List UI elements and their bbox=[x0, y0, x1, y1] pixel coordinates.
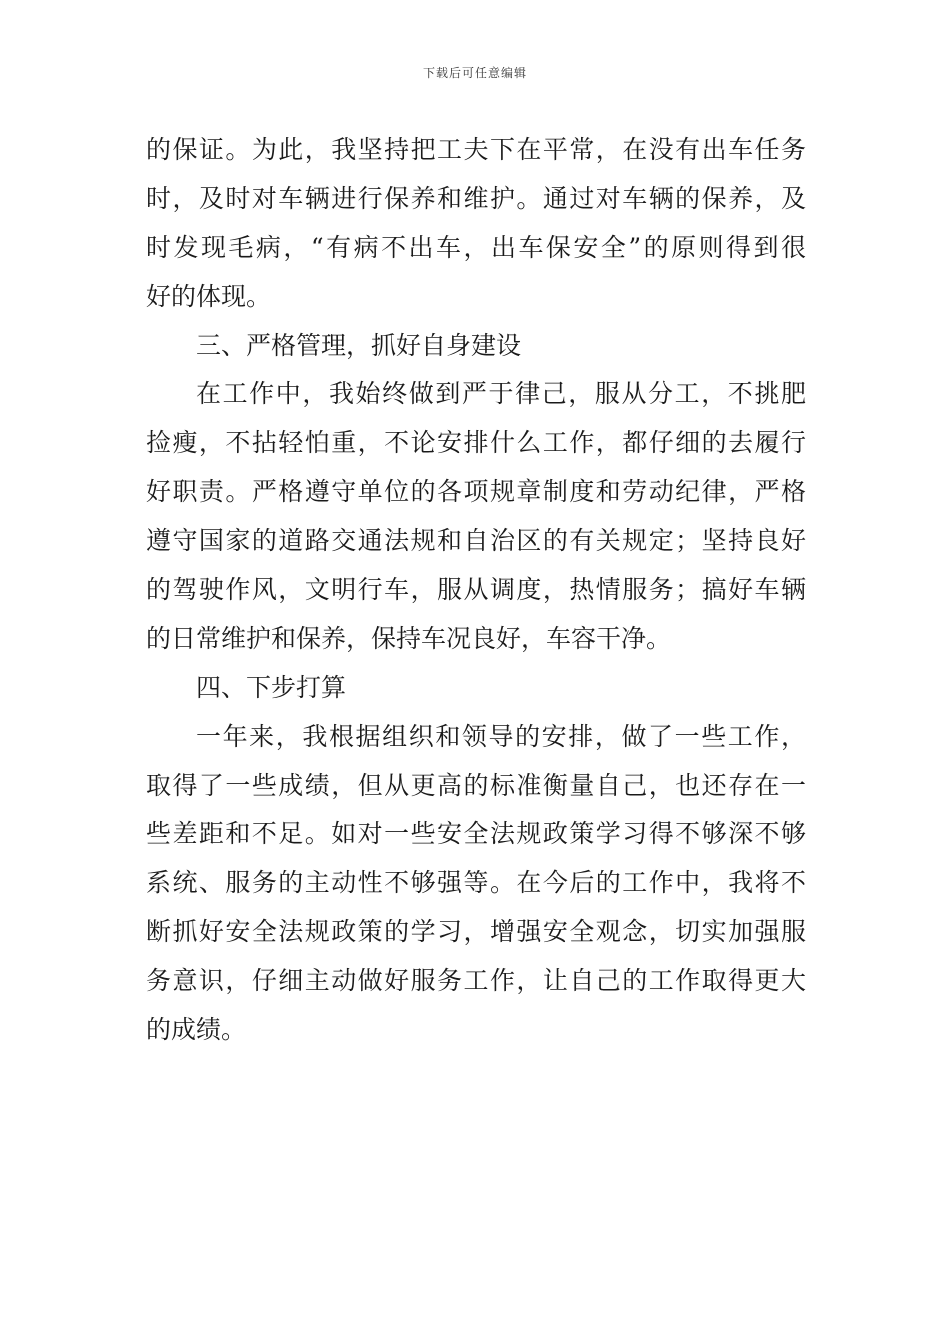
text-line: 的成绩。 bbox=[146, 1015, 247, 1045]
text-line: 遵守国家的道路交通法规和自治区的有关规定；坚持良好 bbox=[146, 526, 806, 556]
text-line: 捡瘦，不拈轻怕重，不论安排什么工作，都仔细的去履行 bbox=[146, 428, 806, 458]
document-body bbox=[146, 126, 806, 1055]
text-line: 系统、服务的主动性不够强等。在今后的工作中，我将不 bbox=[146, 868, 806, 898]
page-header: 下载后可任意编辑 bbox=[422, 66, 527, 80]
section-heading: 三、严格管理，抓好自身建设 bbox=[196, 330, 522, 360]
text-line: 好职责。严格遵守单位的各项规章制度和劳动纪律，严格 bbox=[146, 477, 806, 507]
text-line: 的日常维护和保养，保持车况良好，车容干净。 bbox=[146, 623, 672, 653]
text-line: 务意识，仔细主动做好服务工作，让自己的工作取得更大 bbox=[146, 966, 806, 996]
text-line: 在工作中，我始终做到严于律己，服从分工，不挑肥 bbox=[196, 379, 806, 409]
text-line: 好的体现。 bbox=[146, 281, 272, 311]
section-heading: 四、下步打算 bbox=[196, 672, 347, 702]
text-line: 时，及时对车辆进行保养和维护。通过对车辆的保养，及 bbox=[146, 183, 806, 213]
text-line: 取得了一些成绩，但从更高的标准衡量自己，也还存在一 bbox=[146, 770, 806, 800]
text-line: 时发现毛病，“有病不出车，出车保安全”的原则得到很 bbox=[146, 232, 806, 262]
text-line: 断抓好安全法规政策的学习，增强安全观念，切实加强服 bbox=[146, 917, 806, 947]
text-line: 的保证。为此，我坚持把工夫下在平常，在没有出车任务 bbox=[146, 135, 806, 164]
text-line: 的驾驶作风，文明行车，服从调度，热情服务；搞好车辆 bbox=[146, 575, 806, 605]
text-line: 些差距和不足。如对一些安全法规政策学习得不够深不够 bbox=[146, 819, 806, 849]
text-line: 一年来，我根据组织和领导的安排，做了一些工作， bbox=[196, 721, 806, 751]
